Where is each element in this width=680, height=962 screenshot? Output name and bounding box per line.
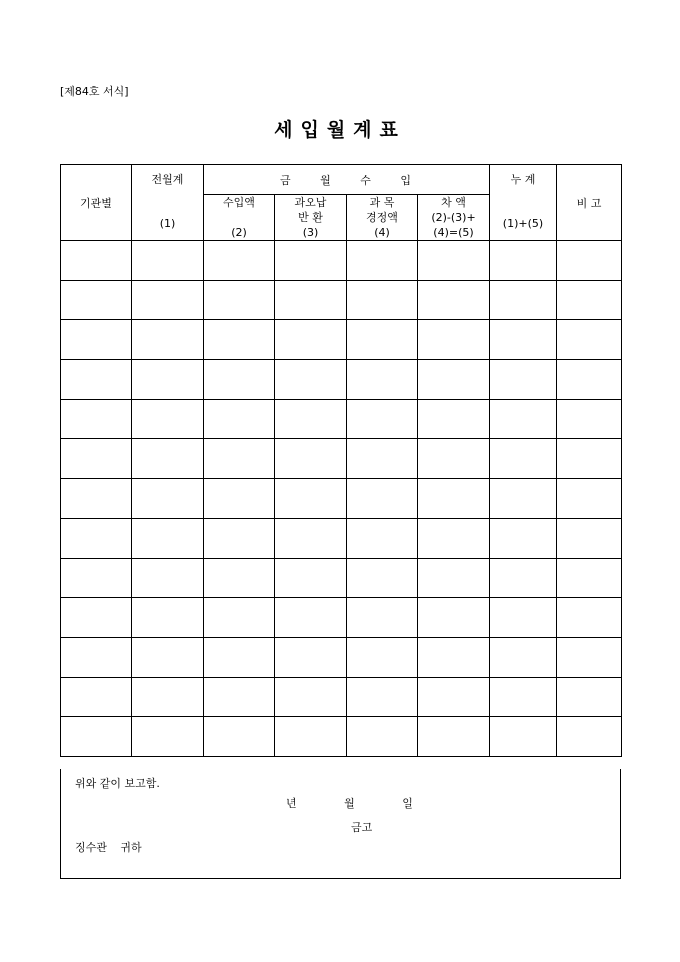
table-cell[interactable]: [204, 479, 275, 519]
table-cell[interactable]: [418, 518, 490, 558]
table-cell[interactable]: [204, 320, 275, 360]
table-cell[interactable]: [204, 518, 275, 558]
table-cell[interactable]: [490, 518, 557, 558]
table-cell[interactable]: [275, 637, 347, 677]
table-cell[interactable]: [347, 360, 418, 400]
table-cell[interactable]: [347, 717, 418, 757]
table-cell[interactable]: [490, 439, 557, 479]
table-cell[interactable]: [347, 558, 418, 598]
table-cell[interactable]: [490, 558, 557, 598]
table-cell[interactable]: [418, 439, 490, 479]
header-difference: [418, 195, 490, 241]
table-cell[interactable]: [418, 637, 490, 677]
header-cumulative-code: (1)+(5): [502, 216, 544, 230]
header-prev-total: [132, 165, 204, 241]
table-cell[interactable]: [490, 320, 557, 360]
table-cell[interactable]: [132, 479, 204, 519]
table-cell[interactable]: [557, 598, 622, 638]
table-cell[interactable]: [61, 439, 132, 479]
table-cell[interactable]: [275, 558, 347, 598]
table-cell[interactable]: [61, 241, 132, 281]
header-revenue: [204, 195, 275, 241]
table-cell[interactable]: [61, 360, 132, 400]
table-cell[interactable]: [490, 637, 557, 677]
table-cell[interactable]: [275, 598, 347, 638]
table-row: [61, 637, 622, 677]
table-cell[interactable]: [132, 558, 204, 598]
table-cell[interactable]: [490, 598, 557, 638]
table-cell[interactable]: [418, 399, 490, 439]
table-cell[interactable]: [418, 280, 490, 320]
table-cell[interactable]: [490, 479, 557, 519]
table-cell[interactable]: [347, 439, 418, 479]
table-row: [61, 360, 622, 400]
header-cumulative: [490, 165, 557, 241]
table-cell[interactable]: [490, 241, 557, 281]
table-cell[interactable]: [275, 399, 347, 439]
table-cell[interactable]: [347, 518, 418, 558]
table-cell[interactable]: [347, 241, 418, 281]
table-cell[interactable]: [347, 399, 418, 439]
page-title: 세입월계표: [274, 119, 406, 141]
table-cell[interactable]: [275, 677, 347, 717]
header-difference-code: (4)=(5): [433, 225, 474, 239]
header-refund-line2: 반 환: [298, 210, 323, 224]
table-cell[interactable]: [347, 677, 418, 717]
table-cell[interactable]: [557, 280, 622, 320]
table-cell[interactable]: [557, 439, 622, 479]
table-cell[interactable]: [204, 677, 275, 717]
header-agency: 기관별: [61, 165, 132, 241]
table-cell[interactable]: [61, 399, 132, 439]
table-cell[interactable]: [61, 637, 132, 677]
table-cell[interactable]: [418, 558, 490, 598]
table-cell[interactable]: [490, 399, 557, 439]
table-cell[interactable]: [132, 439, 204, 479]
report-statement: 위와 같이 보고함.: [75, 777, 160, 790]
table-cell[interactable]: [418, 677, 490, 717]
table-cell[interactable]: [418, 241, 490, 281]
header-prev-total-label: 전월계: [151, 172, 184, 186]
table-cell[interactable]: [204, 241, 275, 281]
table-cell[interactable]: [347, 598, 418, 638]
table-cell[interactable]: [275, 241, 347, 281]
table-cell[interactable]: [61, 558, 132, 598]
table-cell[interactable]: [490, 360, 557, 400]
table-cell[interactable]: [275, 320, 347, 360]
table-cell[interactable]: [275, 479, 347, 519]
table-cell[interactable]: [61, 717, 132, 757]
header-correction-code: (4): [374, 225, 390, 239]
table-cell[interactable]: [557, 677, 622, 717]
table-cell[interactable]: [204, 598, 275, 638]
table-cell[interactable]: [557, 399, 622, 439]
table-cell[interactable]: [132, 320, 204, 360]
table-row: [61, 717, 622, 757]
table-cell[interactable]: [418, 717, 490, 757]
table-cell[interactable]: [275, 360, 347, 400]
table-cell[interactable]: [204, 558, 275, 598]
table-cell[interactable]: [418, 360, 490, 400]
table-body: [61, 241, 622, 757]
table-cell[interactable]: [204, 637, 275, 677]
table-cell[interactable]: [557, 360, 622, 400]
table-cell[interactable]: [490, 677, 557, 717]
header-cumulative-label: 누 계: [510, 172, 536, 186]
table-cell[interactable]: [61, 677, 132, 717]
table-cell[interactable]: [61, 598, 132, 638]
table-row: [61, 558, 622, 598]
table-cell[interactable]: [557, 518, 622, 558]
table-cell[interactable]: [557, 637, 622, 677]
date-line: 년 월 일: [286, 797, 413, 810]
form-number: [제84호 서식]: [60, 85, 129, 98]
table-row: [61, 439, 622, 479]
header-prev-total-code: (1): [159, 216, 176, 230]
table-cell[interactable]: [132, 637, 204, 677]
table-cell[interactable]: [61, 479, 132, 519]
header-correction-line1: 과 목: [369, 195, 395, 209]
table-row: [61, 280, 622, 320]
table-cell[interactable]: [347, 320, 418, 360]
table-row: [61, 677, 622, 717]
table-cell[interactable]: [557, 479, 622, 519]
table-cell[interactable]: [61, 280, 132, 320]
header-revenue-label: 수입액: [223, 195, 255, 209]
header-correction: [347, 195, 418, 241]
table-cell[interactable]: [490, 717, 557, 757]
table-cell[interactable]: [132, 677, 204, 717]
table-cell[interactable]: [61, 518, 132, 558]
table-cell[interactable]: [61, 320, 132, 360]
header-refund-line1: 과오납: [294, 195, 327, 209]
table-cell[interactable]: [132, 717, 204, 757]
table-cell[interactable]: [347, 637, 418, 677]
table-cell[interactable]: [204, 280, 275, 320]
revenue-table: [60, 164, 622, 757]
table-cell[interactable]: [132, 518, 204, 558]
table-row: [61, 479, 622, 519]
table-cell[interactable]: [204, 360, 275, 400]
bank-name: 금고: [351, 821, 373, 834]
table-cell[interactable]: [347, 280, 418, 320]
table-cell[interactable]: [132, 399, 204, 439]
header-current-month: 금 월 수 입: [204, 165, 490, 195]
table-cell[interactable]: [132, 280, 204, 320]
header-difference-line2: (2)-(3)+: [431, 210, 476, 224]
table-cell[interactable]: [557, 320, 622, 360]
table-cell[interactable]: [557, 558, 622, 598]
table-cell[interactable]: [557, 241, 622, 281]
header-refund-code: (3): [302, 225, 319, 239]
recipient: 징수관 귀하: [75, 841, 142, 854]
table-cell[interactable]: [418, 598, 490, 638]
table-cell[interactable]: [275, 717, 347, 757]
header-difference-line1: 차 액: [441, 195, 466, 209]
table-cell[interactable]: [204, 717, 275, 757]
table-cell[interactable]: [275, 439, 347, 479]
table-row: [61, 598, 622, 638]
table-cell[interactable]: [204, 399, 275, 439]
report-footer: [60, 769, 621, 879]
table-row: [61, 241, 622, 281]
table-cell[interactable]: [132, 241, 204, 281]
header-refund: [275, 195, 347, 241]
table-row: [61, 320, 622, 360]
header-correction-line2: 경정액: [366, 210, 398, 224]
table-cell[interactable]: [418, 320, 490, 360]
table-cell[interactable]: [557, 717, 622, 757]
table-cell[interactable]: [275, 280, 347, 320]
table-cell[interactable]: [275, 518, 347, 558]
header-revenue-code: (2): [231, 225, 247, 239]
table-cell[interactable]: [347, 479, 418, 519]
table-cell[interactable]: [132, 360, 204, 400]
table-cell[interactable]: [490, 280, 557, 320]
table-cell[interactable]: [204, 439, 275, 479]
header-remarks: 비 고: [557, 165, 622, 241]
table-row: [61, 399, 622, 439]
table-cell[interactable]: [132, 598, 204, 638]
table-cell[interactable]: [418, 479, 490, 519]
table-row: [61, 518, 622, 558]
